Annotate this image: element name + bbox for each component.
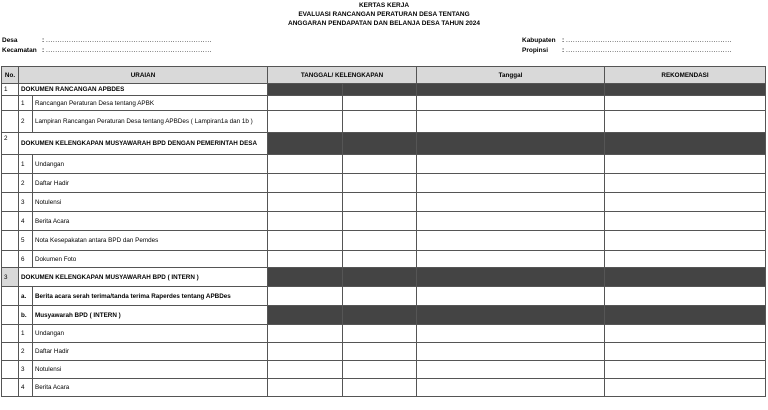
document-title [0, 0, 768, 28]
table-row: 6 Dokumen Foto [2, 251, 766, 268]
table-row: 4 Berita Acara [2, 212, 766, 231]
propinsi-field: Propinsi : ........................................................................ [522, 47, 733, 54]
title-line-1: KERTAS KERJA [358, 2, 410, 9]
desa-value: ........................................................................ [45, 37, 213, 44]
section-title: DOKUMEN KELENGKAPAN MUSYAWARAH BPD ( INTERN ) [19, 268, 268, 287]
kecamatan-field: Kecamatan : ........................................................................ [2, 47, 213, 54]
section-row: 2 DOKUMEN KELENGKAPAN MUSYAWARAH BPD DENGAN PEMERINTAH DESA [2, 133, 766, 155]
table-row: 2 Daftar Hadir [2, 343, 766, 361]
table-row: 2 Lampiran Rancangan Peraturan Desa tentang APBDes ( Lampiran1a dan 1b ) [2, 111, 766, 133]
section-title: DOKUMEN RANCANGAN APBDES [19, 84, 268, 96]
col-tanggal: Tanggal [417, 67, 605, 84]
table-row: 1 Undangan [2, 155, 766, 174]
col-uraian: URAIAN [19, 67, 268, 84]
desa-field: Desa : ........................................................................ [2, 37, 213, 44]
kabupaten-field: Kabupaten : ........................................................................ [522, 37, 733, 44]
kecamatan-value: ........................................................................ [45, 47, 213, 54]
title-line-2: EVALUASI RANCANGAN PERATURAN DESA TENTANG [298, 11, 470, 18]
table-row: a. Berita acara serah terima/tanda terima Raperdes tentang APBDes [2, 287, 766, 306]
section-row: 3 DOKUMEN KELENGKAPAN MUSYAWARAH BPD ( INTERN ) [2, 268, 766, 287]
table-row: 2 Daftar Hadir [2, 174, 766, 193]
col-rekomendasi: REKOMENDASI [605, 67, 766, 84]
propinsi-value: ........................................................................ [565, 47, 733, 54]
section-row: 1 DOKUMEN RANCANGAN APBDES [2, 84, 766, 96]
section-title: DOKUMEN KELENGKAPAN MUSYAWARAH BPD DENGAN PEMERINTAH DESA [19, 133, 268, 155]
table-row: 3 Notulensi [2, 361, 766, 379]
col-no: No. [2, 67, 19, 84]
title-line-3: ANGGARAN PENDAPATAN DAN BELANJA DESA TAHUN 2024 [288, 20, 480, 27]
table-row: 5 Nota Kesepakatan antara BPD dan Pemdes [2, 231, 766, 251]
kabupaten-value: ........................................................................ [565, 37, 733, 44]
table-row: 1 Rancangan Peraturan Desa tentang APBK [2, 96, 766, 111]
table-row: 4 Berita Acara [2, 379, 766, 397]
col-kelengkapan: TANGGAL/ KELENGKAPAN [268, 67, 417, 84]
evaluation-table [1, 66, 766, 397]
table-row: b. Musyawarah BPD ( INTERN ) [2, 306, 766, 325]
table-row: 1 Undangan [2, 325, 766, 343]
table-row: 3 Notulensi [2, 193, 766, 212]
table-header-row [2, 67, 766, 84]
